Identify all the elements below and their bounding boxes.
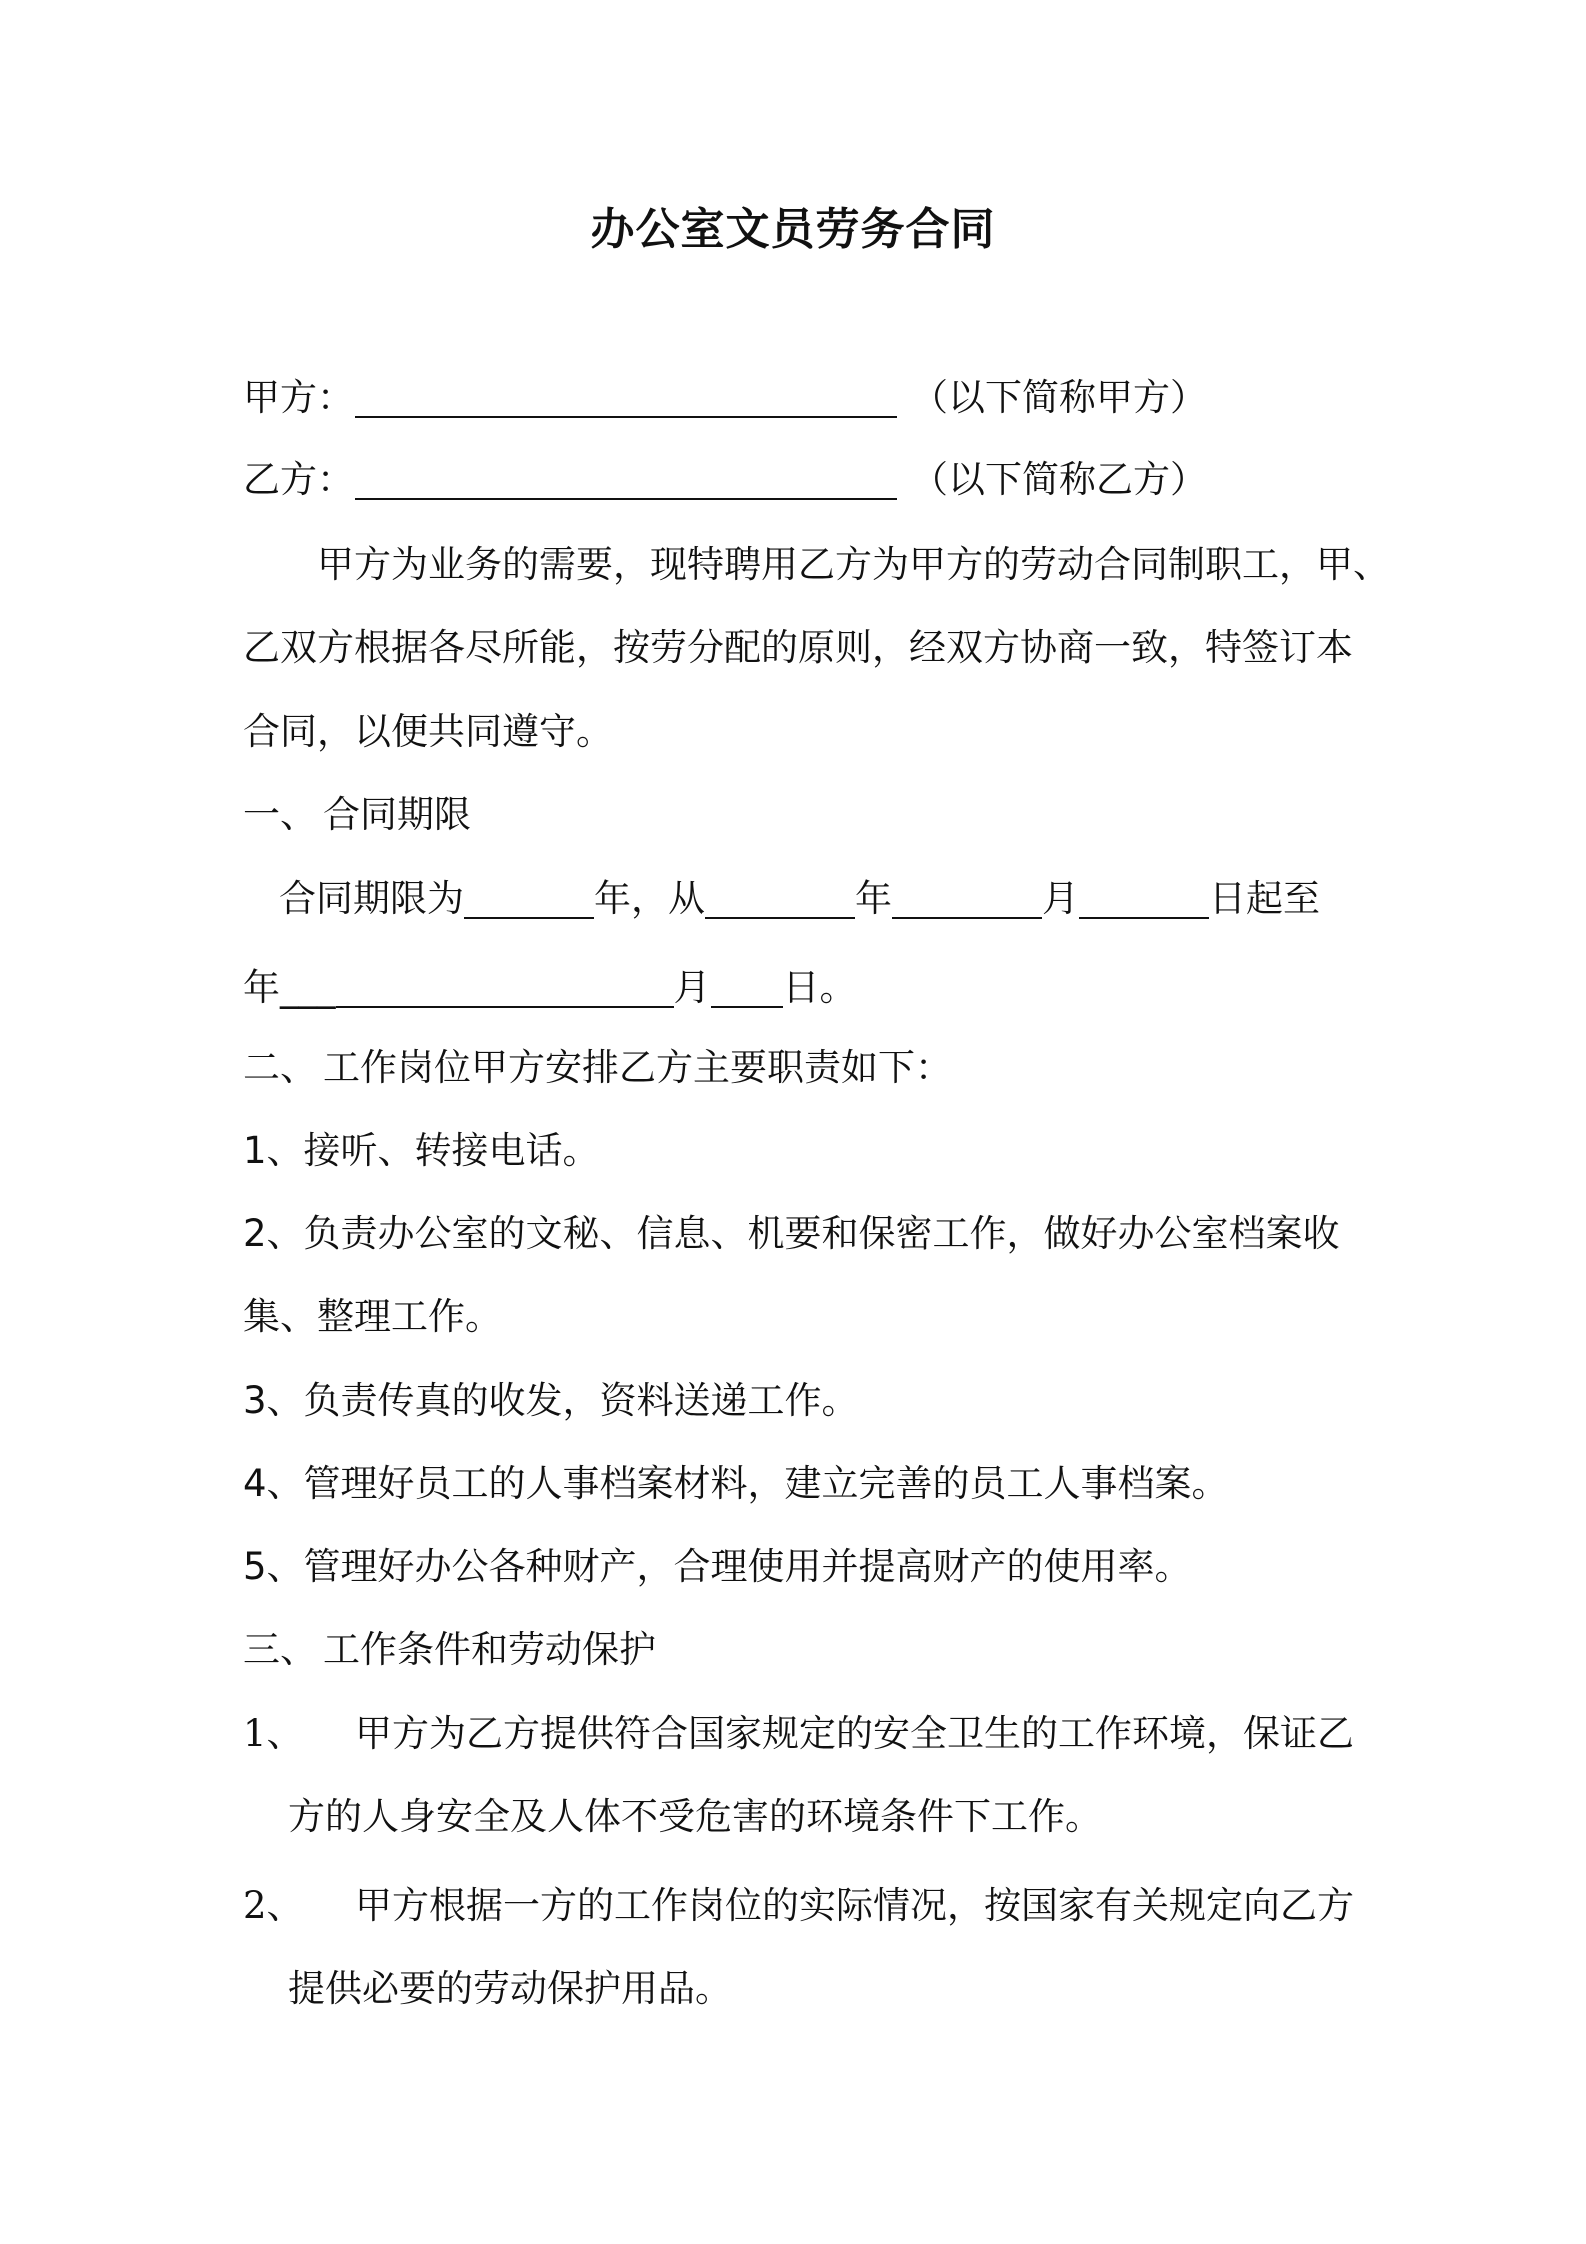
end-month-text: 月	[673, 966, 711, 1009]
duty-item-2-line-2: 集、整理工作。	[243, 1295, 502, 1338]
section-1-title: 合同期限	[323, 793, 471, 836]
end-day-text: 日。	[782, 966, 857, 1009]
term-text-2: 年，从	[594, 877, 705, 920]
term-text-5: 日起至	[1209, 877, 1320, 920]
term-years-blank[interactable]	[464, 875, 594, 919]
condition-item-2-line-2: 提供必要的劳动保护用品。	[288, 1967, 732, 2010]
condition-item-1-line-2: 方的人身安全及人体不受危害的环境条件下工作。	[288, 1795, 1102, 1838]
party-b-label: 乙方：	[243, 458, 354, 501]
duty-item-5: 5、管理好办公各种财产，合理使用并提高财产的使用率。	[243, 1545, 1192, 1588]
party-a-note: （以下简称甲方）	[911, 376, 1207, 419]
duty-item-1: 1、接听、转接电话。	[243, 1129, 600, 1172]
section-3-heading	[243, 1623, 656, 1677]
condition-item-2-line-1	[243, 1879, 1354, 1933]
section-3-mark: 三、	[243, 1628, 317, 1671]
condition-item-2-number: 2、	[243, 1884, 304, 1927]
section-2-mark: 二、	[243, 1046, 317, 1089]
party-b-blank[interactable]	[355, 456, 897, 500]
condition-item-2-text: 甲方根据一方的工作岗位的实际情况，按国家有关规定向乙方	[355, 1884, 1354, 1927]
party-a-blank[interactable]	[355, 374, 897, 418]
start-month-blank[interactable]	[892, 875, 1042, 919]
section-2-heading	[243, 1041, 952, 1095]
section-3-title: 工作条件和劳动保护	[323, 1628, 656, 1671]
end-year-text: 年___	[243, 966, 336, 1009]
duty-item-3: 3、负责传真的收发，资料送递工作。	[243, 1379, 859, 1422]
term-text-4: 月	[1042, 877, 1079, 920]
duty-item-4: 4、管理好员工的人事档案材料，建立完善的员工人事档案。	[243, 1462, 1229, 1505]
party-a-row	[243, 371, 1207, 425]
party-b-row	[243, 453, 1207, 507]
intro-line-1: 甲方为业务的需要，现特聘用乙方为甲方的劳动合同制职工，甲、	[317, 543, 1390, 586]
start-year-blank[interactable]	[705, 875, 855, 919]
term-text-3: 年	[855, 877, 892, 920]
party-a-label: 甲方：	[243, 376, 354, 419]
party-b-note: （以下简称乙方）	[911, 458, 1207, 501]
condition-item-1-line-1	[243, 1707, 1354, 1761]
end-year-blank[interactable]	[336, 964, 674, 1008]
condition-item-1-number: 1、	[243, 1712, 304, 1755]
start-day-blank[interactable]	[1079, 875, 1209, 919]
term-line-1	[279, 872, 1320, 926]
end-day-blank[interactable]	[711, 964, 783, 1008]
condition-item-1-text: 甲方为乙方提供符合国家规定的安全卫生的工作环境，保证乙	[355, 1712, 1354, 1755]
term-text-1: 合同期限为	[279, 877, 464, 920]
section-1-mark: 一、	[243, 793, 317, 836]
intro-line-3: 合同，以便共同遵守。	[243, 710, 613, 753]
intro-line-2: 乙双方根据各尽所能，按劳分配的原则，经双方协商一致，特签订本	[243, 626, 1353, 669]
section-2-title: 工作岗位甲方安排乙方主要职责如下：	[323, 1046, 952, 1089]
document-title: 办公室文员劳务合同	[590, 204, 996, 255]
section-1-heading	[243, 788, 471, 842]
term-line-2	[243, 961, 857, 1015]
duty-item-2-line-1: 2、负责办公室的文秘、信息、机要和保密工作，做好办公室档案收	[243, 1212, 1340, 1255]
